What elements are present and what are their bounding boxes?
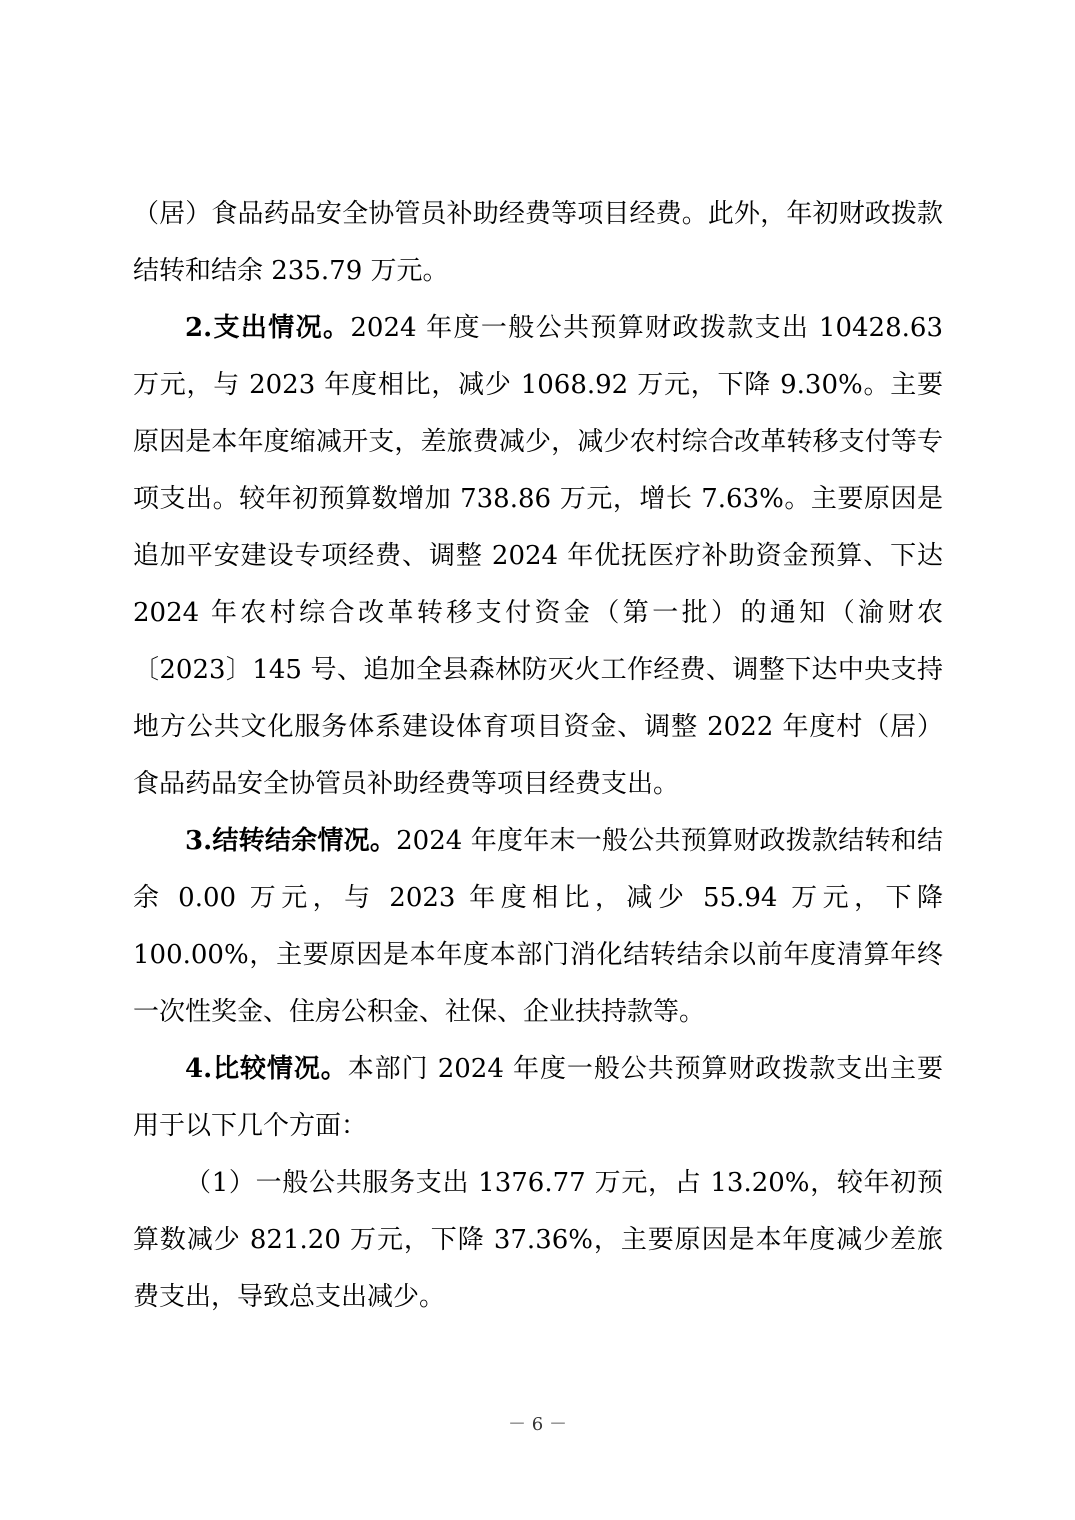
paragraph-carryover: [133, 813, 943, 1041]
paragraph-text: （居）食品药品安全协管员补助经费等项目经费。此外，年初财政拨款结转和结余 235.79 万元。: [133, 199, 943, 286]
paragraph-continuation: [133, 186, 943, 300]
paragraph-heading: 2.支出情况。: [185, 313, 351, 343]
paragraph-comparison: [133, 1041, 943, 1155]
paragraph-heading: 3.结转结余情况。: [185, 826, 397, 856]
paragraph-general-public-services: [133, 1155, 943, 1326]
paragraph-text: 2024 年度年末一般公共预算财政拨款结转和结余 0.00 万元，与 2023 年度相比，减少 55.94 万元，下降 100.00%，主要原因是本年度本部门消化结转结余以前年度清算年终一次性奖金、住房公积金、社保、企业扶持款等。: [133, 826, 943, 1027]
paragraph-text: （1）一般公共服务支出 1376.77 万元，占 13.20%，较年初预算数减少 821.20 万元，下降 37.36%，主要原因是本年度减少差旅费支出，导致总支出减少。: [133, 1168, 943, 1312]
paragraph-text: 本部门 2024 年度一般公共预算财政拨款支出主要用于以下几个方面：: [133, 1054, 943, 1141]
page-number: － 6 －: [508, 1414, 567, 1435]
paragraph-expenditure: [133, 300, 943, 813]
paragraph-text: 2024 年度一般公共预算财政拨款支出 10428.63 万元，与 2023 年度相比，减少 1068.92 万元，下降 9.30%。主要原因是本年度缩减开支，差旅费减少，减少农村综合改革转移支付等专项支出。较年初预算数增加 738.86 万元，增长 7.63%。主要原因是追加平安建设专项经费、调整 2024 年优抚医疗补助资金预算、下达 2024 年农村综合改革转移支付资金（第一批）的通知（渝财农〔2023〕145 号、追加全县森林防灭火工作经费、调整下达中央支持地方公共文化服务体系建设体育项目资金、调整 2022 年度村（居）食品药品安全协管员补助经费等项目经费支出。: [133, 313, 943, 799]
paragraph-heading: 4.比较情况。: [185, 1054, 348, 1084]
body-text: [133, 186, 943, 1326]
